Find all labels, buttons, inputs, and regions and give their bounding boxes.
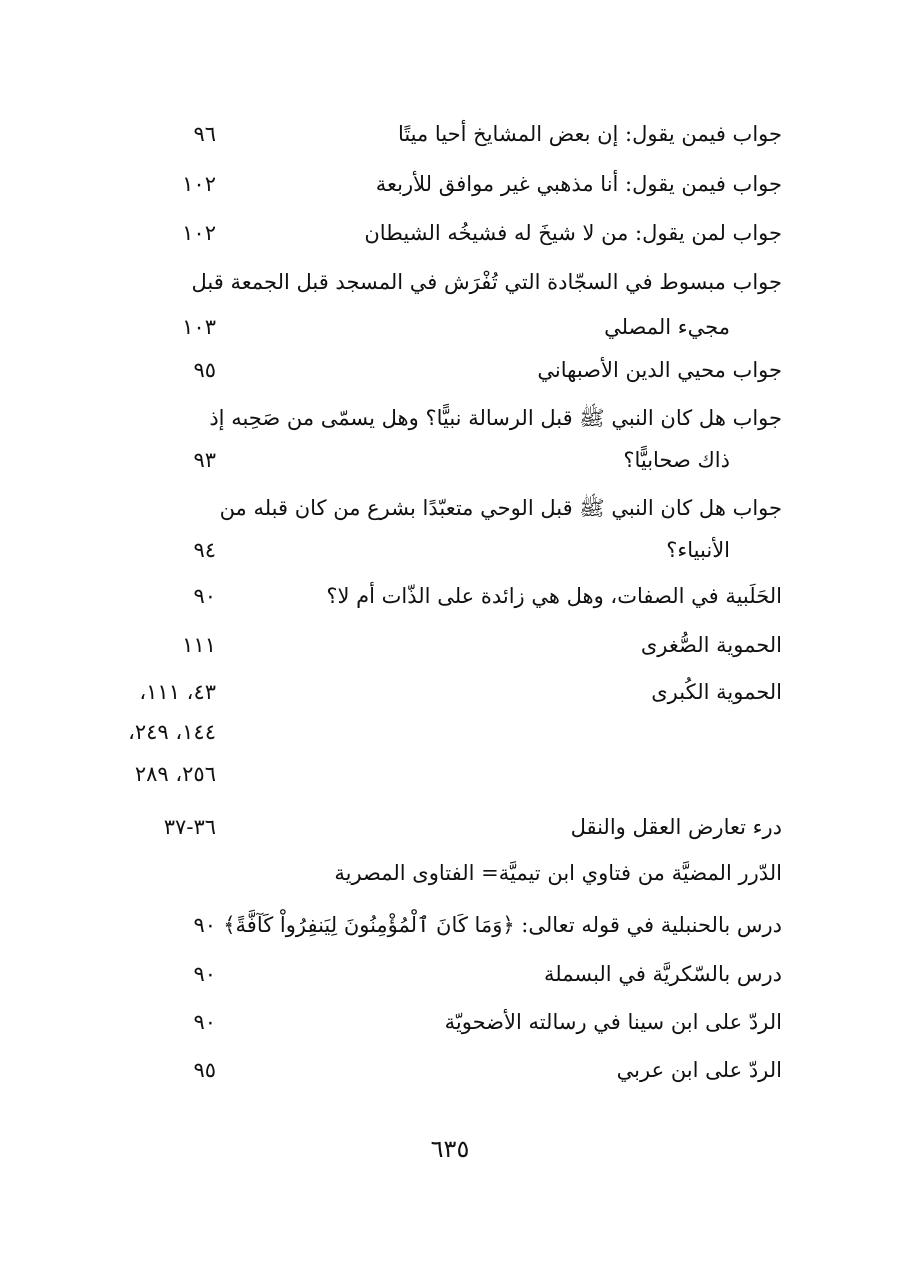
index-entry-page: ٩٤ (193, 538, 216, 562)
page-number: ٦٣٥ (430, 1135, 470, 1163)
index-entry-title: جواب فيمن يقول: أنا مذهبي غير موافق للأربعة (375, 172, 782, 196)
index-entry-title-continuation: ذاك صحابيًّا؟ (623, 448, 730, 472)
index-entry-title: الردّ على ابن سينا في رسالته الأضحويّة (444, 1010, 782, 1034)
index-entry-title: الدّرر المضيَّة من فتاوي ابن تيميَّة= الفتاوى المصرية (334, 861, 782, 885)
index-entry-title: الحموية الصُّغرى (640, 633, 782, 657)
index-entry-title: جواب مبسوط في السجّادة التي تُفْرَش في المسجد قبل الجمعة قبل (191, 270, 782, 294)
index-entry-title: جواب محيي الدين الأصبهاني (537, 358, 782, 382)
index-entry-title: درء تعارض العقل والنقل (570, 815, 782, 839)
index-entry-page: ٩٣ (193, 448, 216, 472)
index-entry-title: الردّ على ابن عربي (616, 1058, 782, 1082)
index-entry-page: ٩٦ (193, 122, 216, 146)
index-entry-page: ١٠٣ (182, 315, 216, 339)
index-entry-page: ١٠٢ (182, 221, 216, 245)
index-entry-title-continuation: مجيء المصلي (604, 315, 730, 339)
index-entry-title: جواب هل كان النبي ﷺ قبل الوحي متعبّدًا بشرع من كان قبله من (219, 496, 782, 520)
index-entry-page: ٤٣، ١١١، (139, 680, 216, 704)
index-entry-page: ٩٠ (193, 1010, 216, 1034)
index-entry-page: ١٠٢ (182, 172, 216, 196)
index-entry-title: الحموية الكُبرى (651, 680, 782, 704)
index-entry-title: درس بالسّكريَّة في البسملة (543, 962, 782, 986)
index-entry-title: جواب لمن يقول: من لا شيخَ له فشيخُه الشيطان (364, 221, 782, 245)
index-entry-page: ٣٦-٣٧ (163, 815, 216, 839)
index-entry-page: ١١١ (182, 633, 216, 657)
index-entry-title: الحَلَبية في الصفات، وهل هي زائدة على الذّات أم لا؟ (326, 584, 782, 608)
index-entry-title: درس بالحنبلية في قوله تعالى: ﴿وَمَا كَانَ ٱلْمُؤْمِنُونَ لِيَنفِرُواْ كَآفَّةً﴾ (223, 913, 782, 937)
index-entry-page: ٩٥ (193, 1058, 216, 1082)
index-entry-page: ١٤٤، ٢٤٩، (128, 720, 216, 744)
index-entry-title-continuation: الأنبياء؟ (666, 538, 730, 562)
index-entry-page: ٩٠ (193, 962, 216, 986)
index-entry-title: جواب هل كان النبي ﷺ قبل الرسالة نبيًّا؟ وهل يسمّى من صَحِبه إذ (209, 406, 782, 430)
index-entry-page: ٩٠ (193, 584, 216, 608)
index-entry-page: ٩٥ (193, 358, 216, 382)
index-entry-page: ٩٠ (193, 913, 216, 937)
index-entry-page: ٢٥٦، ٢٨٩ (134, 762, 216, 786)
index-entry-title: جواب فيمن يقول: إن بعض المشايخ أحيا ميتًا (397, 122, 782, 146)
